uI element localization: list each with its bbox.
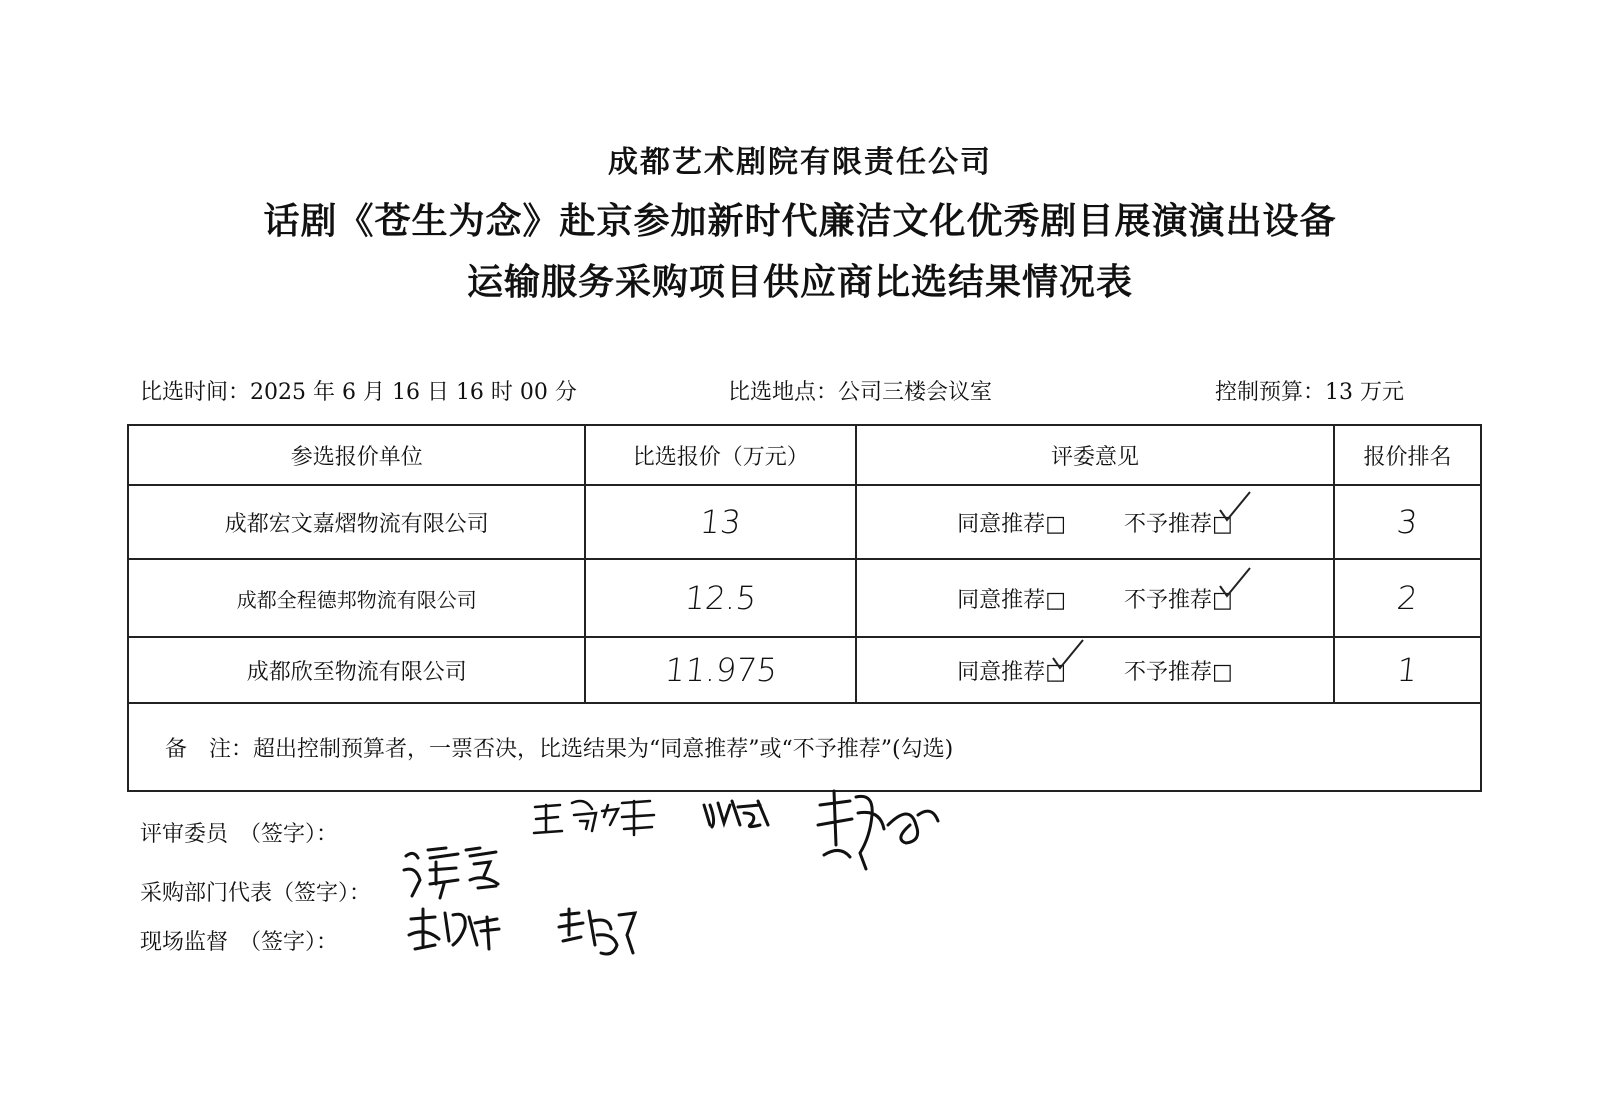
supervisor-signature-2: [555, 905, 640, 960]
note-text: 备 注：超出控制预算者，一票否决，比选结果为“同意推荐”或“不予推荐”(勾选): [128, 703, 1481, 791]
agree-label: 同意推荐: [957, 587, 1046, 613]
document-title-line-2: 运输服务采购项目供应商比选结果情况表: [466, 262, 1133, 303]
handwritten-rank: 2: [1395, 579, 1420, 617]
handwritten-price: 13: [698, 503, 744, 541]
selection-time: 比选时间：2025 年 6 月 16 日 16 时 00 分: [140, 380, 577, 405]
table-row: [128, 485, 1481, 559]
opinion-cell: [856, 559, 1334, 637]
column-header: 参选报价单位: [128, 425, 585, 485]
rank-cell: [1334, 559, 1481, 637]
supervision-signature-label: 现场监督 （签字）：: [140, 930, 339, 955]
agree-option: [957, 655, 1066, 686]
checkmark-icon: [1218, 490, 1252, 524]
agree-label: 同意推荐: [957, 511, 1046, 537]
checkmark-icon: [1218, 566, 1252, 600]
table-row: [128, 637, 1481, 703]
selection-place: 比选地点：公司三楼会议室: [728, 380, 993, 405]
reject-option: [1124, 583, 1233, 614]
opinion-cell: [856, 637, 1334, 703]
table-row: [128, 559, 1481, 637]
column-header: 报价排名: [1334, 425, 1481, 485]
document-title-line-1: 话剧《苍生为念》赴京参加新时代廉洁文化优秀剧目展演演出设备: [263, 201, 1337, 242]
reject-label: 不予推荐: [1123, 587, 1212, 613]
bid-price-cell: [585, 637, 856, 703]
bid-price-cell: [585, 485, 856, 559]
reject-checkbox[interactable]: □: [1212, 659, 1233, 685]
judges-signature-label: 评审委员 （签字）：: [140, 822, 339, 847]
company-name: 成都艺术剧院有限责任公司: [608, 145, 992, 180]
results-table: [127, 424, 1482, 792]
procurement-signature: [400, 840, 515, 905]
table-header-row: [128, 425, 1481, 485]
reject-label: 不予推荐: [1123, 511, 1212, 537]
handwritten-rank: 1: [1395, 651, 1420, 689]
agree-checkbox[interactable]: □: [1045, 511, 1066, 537]
rank-cell: [1334, 485, 1481, 559]
agree-option: [957, 583, 1066, 614]
column-header: 比选报价（万元）: [585, 425, 856, 485]
reject-label: 不予推荐: [1123, 659, 1212, 685]
agree-checkbox[interactable]: □: [1045, 660, 1066, 685]
agree-option: [957, 507, 1066, 538]
reject-checkbox[interactable]: □: [1212, 512, 1233, 537]
checkmark-icon: [1051, 638, 1085, 672]
bidder-name: 成都全程德邦物流有限公司: [128, 559, 585, 637]
judge-signature-1: [530, 795, 660, 840]
agree-label: 同意推荐: [957, 659, 1046, 685]
handwritten-rank: 3: [1395, 503, 1420, 541]
control-budget: 控制预算：13 万元: [1215, 380, 1404, 405]
supervisor-signature-1: [405, 905, 505, 955]
agree-checkbox[interactable]: □: [1045, 587, 1066, 613]
reject-checkbox[interactable]: □: [1212, 588, 1233, 613]
note-row: [128, 703, 1481, 791]
rank-cell: [1334, 637, 1481, 703]
bid-price-cell: [585, 559, 856, 637]
handwritten-price: 11.975: [662, 651, 779, 689]
reject-option: [1124, 507, 1233, 538]
column-header: 评委意见: [856, 425, 1334, 485]
bidder-name: 成都欣至物流有限公司: [128, 637, 585, 703]
procurement-signature-label: 采购部门代表（签字）：: [140, 881, 372, 906]
judge-signature-2: [700, 795, 775, 835]
handwritten-price: 12.5: [683, 579, 759, 617]
reject-option: [1124, 655, 1233, 686]
judge-signature-3: [810, 785, 945, 875]
opinion-cell: [856, 485, 1334, 559]
bidder-name: 成都宏文嘉熠物流有限公司: [128, 485, 585, 559]
